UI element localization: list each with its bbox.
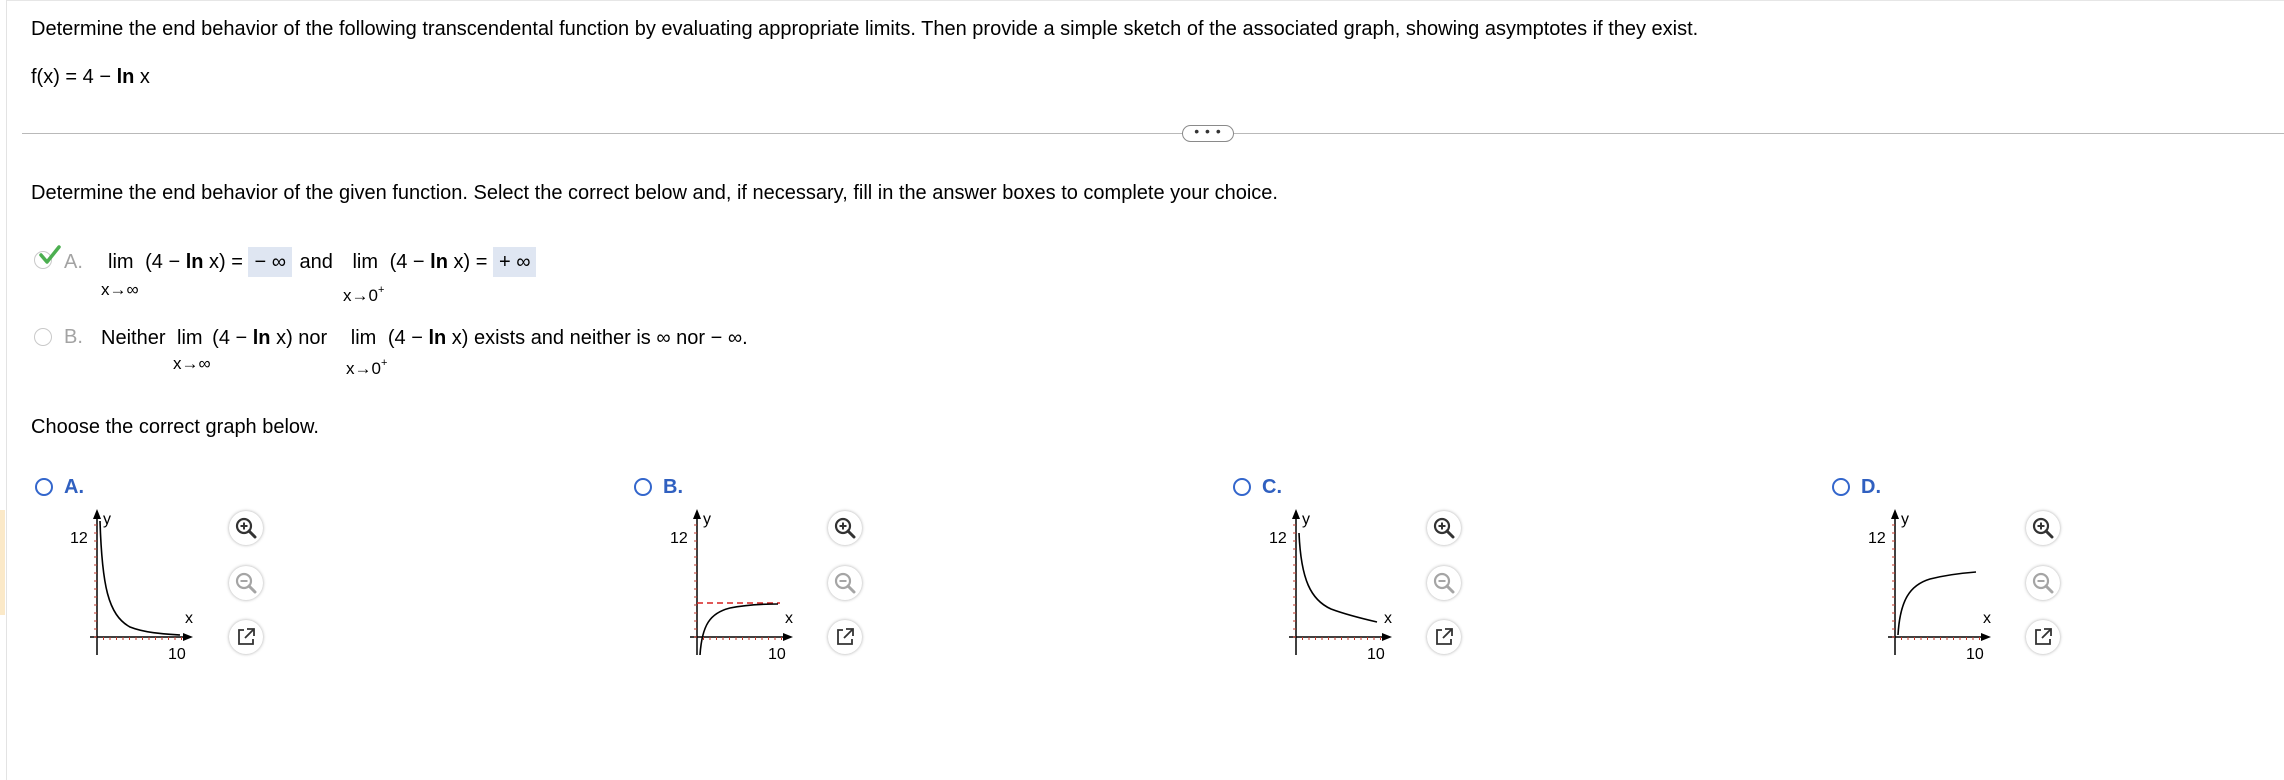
b-expr1-close: x) nor <box>270 327 328 349</box>
lim-zero-expr-close: x) = <box>447 251 488 273</box>
graph-option-b-radio[interactable] <box>634 478 652 496</box>
graph-c-y-arrow <box>1292 509 1300 519</box>
graph-c-curve <box>1299 533 1377 622</box>
part1-instruction: Determine the end behavior of the given function. Select the correct below and, if necessary, fill in the answer boxes to complete your choice. <box>31 182 1278 204</box>
b-expr1-open: (4 − <box>212 327 253 349</box>
lim-infinity-expr-open: (4 − <box>145 251 186 273</box>
graph-a-curve <box>100 521 180 635</box>
graph-d-y-label: y <box>1901 511 1909 528</box>
b-lim-zero-subscript-sup: + <box>380 357 388 369</box>
graph-b-y-tick: 12 <box>670 530 688 547</box>
graph-b-zoom-in-button[interactable] <box>828 511 862 545</box>
limit-option-a-line <box>108 247 536 277</box>
function-prefix: f(x) = 4 − <box>31 66 117 88</box>
graph-option-c-letter: C. <box>1262 476 1282 498</box>
graph-option-a-radio[interactable] <box>35 478 53 496</box>
open-new-window-icon <box>2032 626 2054 648</box>
zoom-in-icon <box>834 517 856 539</box>
graph-a-y-tick: 12 <box>70 530 88 547</box>
lim-zero-expr-open: (4 − <box>389 251 431 273</box>
left-rail-marker <box>0 510 5 615</box>
graph-option-d <box>1858 505 1993 665</box>
lim-zero-subscript-text: x→0 <box>343 286 378 305</box>
limit-option-b-radio[interactable] <box>34 328 52 346</box>
graph-a-x-label: x <box>185 610 193 627</box>
lim-infinity-subscript: x→∞ <box>101 280 139 299</box>
lim-infinity-ln: ln <box>185 251 204 273</box>
graph-option-c <box>1259 505 1394 665</box>
graph-d-zoom-in-button[interactable] <box>2026 511 2060 545</box>
lim-zero-ln: ln <box>430 251 448 273</box>
open-new-window-icon <box>1433 626 1455 648</box>
left-rail <box>0 0 7 780</box>
graph-c-zoom-in-button[interactable] <box>1427 511 1461 545</box>
graph-c-x-label: x <box>1384 610 1392 627</box>
graph-b-curve <box>700 604 778 655</box>
graph-b-y-label: y <box>703 511 711 528</box>
graph-c-open-button[interactable] <box>1427 620 1461 654</box>
b-lim-zero-subscript-text: x→0 <box>346 359 381 378</box>
zoom-in-icon <box>235 517 257 539</box>
graph-d-y-arrow <box>1891 509 1899 519</box>
b-lim-infinity-subscript: x→∞ <box>173 354 211 373</box>
b-expr2-close: x) exists and neither is ∞ nor − ∞. <box>446 327 748 349</box>
limit-option-b-letter: B. <box>64 326 83 348</box>
b-lim-infinity-label: lim <box>177 327 203 349</box>
limit-option-b-line <box>101 326 748 350</box>
function-suffix: x <box>134 66 150 88</box>
lim-zero-subscript-sup: + <box>377 284 385 296</box>
answer-box-limit-zero[interactable]: + ∞ <box>493 247 537 277</box>
graph-d-open-button[interactable] <box>2026 620 2060 654</box>
graph-d-y-tick: 12 <box>1868 530 1886 547</box>
graph-option-c-radio[interactable] <box>1233 478 1251 496</box>
section-divider <box>22 133 2284 134</box>
b-expr1-ln: ln <box>252 327 271 349</box>
graph-d-zoom-out-button[interactable] <box>2026 566 2060 600</box>
graph-c-y-tick: 12 <box>1269 530 1287 547</box>
graph-a-y-label: y <box>103 511 111 528</box>
zoom-in-icon <box>1433 517 1455 539</box>
graph-c-y-label: y <box>1302 511 1310 528</box>
graph-c-zoom-out-button[interactable] <box>1427 566 1461 600</box>
answer-box-limit-infinity[interactable]: − ∞ <box>248 247 292 277</box>
open-new-window-icon <box>235 626 257 648</box>
graph-c-x-tick: 10 <box>1367 646 1385 663</box>
graph-b-open-button[interactable] <box>828 620 862 654</box>
checkmark-icon <box>38 244 62 266</box>
top-border <box>0 0 2284 1</box>
graph-b-zoom-out-button[interactable] <box>828 566 862 600</box>
question-prompt: Determine the end behavior of the following transcendental function by evaluating appropriate limits. Then provide a simple sketch of the associated graph, showing asymptotes if they exist. <box>31 18 1699 40</box>
graph-d-curve <box>1898 572 1976 635</box>
graph-b-x-label: x <box>785 610 793 627</box>
graph-a-zoom-in-button[interactable] <box>229 511 263 545</box>
zoom-out-icon <box>2032 572 2054 594</box>
b-expr2-open: (4 − <box>387 327 429 349</box>
graph-a-x-arrow <box>183 633 193 641</box>
b-expr2-ln: ln <box>428 327 447 349</box>
graph-option-b-letter: B. <box>663 476 683 498</box>
graph-b-x-arrow <box>783 633 793 641</box>
graph-d-x-tick: 10 <box>1966 646 1984 663</box>
graph-option-d-radio[interactable] <box>1832 478 1850 496</box>
b-lim-zero-label: lim <box>350 327 377 349</box>
lim-zero-subscript <box>343 284 385 307</box>
lim-infinity-label: lim <box>108 251 134 273</box>
lim-zero-label: lim <box>352 251 379 273</box>
part2-instruction: Choose the correct graph below. <box>31 416 319 438</box>
graph-option-d-letter: D. <box>1861 476 1881 498</box>
limit-option-a-letter: A. <box>64 251 83 273</box>
b-lim-zero-subscript <box>346 357 388 380</box>
graph-d-x-arrow <box>1981 633 1991 641</box>
graph-b-y-arrow <box>693 509 701 519</box>
neither-label: Neither <box>101 327 166 349</box>
graph-d-x-label: x <box>1983 610 1991 627</box>
graph-a-zoom-out-button[interactable] <box>229 566 263 600</box>
expand-toggle-button[interactable]: • • • <box>1182 125 1234 142</box>
graph-a-y-arrow <box>93 509 101 519</box>
graph-b-x-tick: 10 <box>768 646 786 663</box>
zoom-out-icon <box>235 572 257 594</box>
graph-a-open-button[interactable] <box>229 620 263 654</box>
zoom-out-icon <box>834 572 856 594</box>
graph-option-a-letter: A. <box>64 476 84 498</box>
zoom-in-icon <box>2032 517 2054 539</box>
function-definition <box>31 65 150 89</box>
open-new-window-icon <box>834 626 856 648</box>
lim-infinity-expr-close: x) = <box>203 251 243 273</box>
graph-option-b <box>660 505 795 665</box>
graph-a-x-tick: 10 <box>168 646 186 663</box>
and-label: and <box>299 251 333 273</box>
graph-c-x-arrow <box>1382 633 1392 641</box>
zoom-out-icon <box>1433 572 1455 594</box>
function-ln: ln <box>116 66 135 88</box>
graph-option-a <box>60 505 195 665</box>
